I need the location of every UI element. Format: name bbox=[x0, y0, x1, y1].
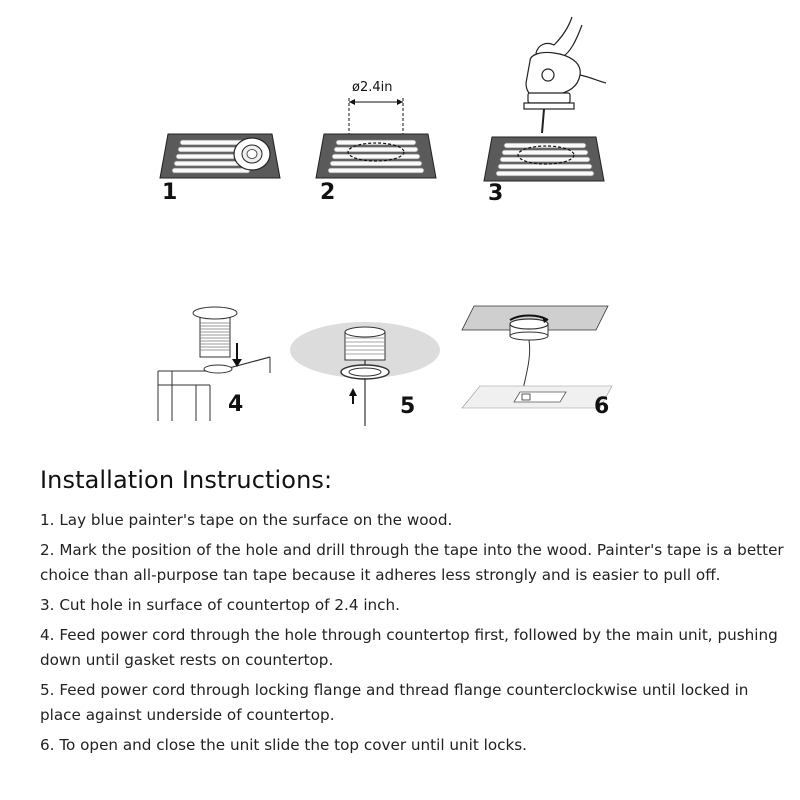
insert-unit-drawing bbox=[158, 305, 273, 423]
instruction-item: 2. Mark the position of the hole and drill through the tape into the wood. Painter's tape is a better choice than all-purpose tan tape because it adheres less strongly and is easier to pull off. bbox=[40, 541, 784, 584]
mounted-unit-drawing bbox=[462, 300, 612, 412]
locking-flange-drawing bbox=[290, 318, 440, 426]
step-number: 5 bbox=[400, 394, 416, 419]
instruction-item: 4. Feed power cord through the hole through countertop first, followed by the main unit, pushing down until gasket rests on countertop. bbox=[40, 626, 778, 669]
taped-board-drawing bbox=[160, 130, 285, 185]
instruction-list bbox=[40, 508, 785, 763]
instruction-item: 5. Feed power cord through locking flange and thread flange counterclockwise until locked in place against underside of countertop. bbox=[40, 681, 749, 724]
instruction-item: 1. Lay blue painter's tape on the surface on the wood. bbox=[40, 511, 453, 529]
marked-board-drawing bbox=[316, 80, 441, 185]
step-6-illustration bbox=[462, 300, 612, 419]
down-arrow-icon bbox=[232, 343, 242, 367]
step-number: 1 bbox=[162, 180, 178, 205]
step-3-illustration bbox=[484, 15, 609, 206]
jigsaw-cutting-drawing bbox=[484, 15, 609, 185]
step-2-illustration bbox=[316, 80, 441, 205]
unit-top-icon bbox=[345, 327, 385, 360]
up-arrow-icon bbox=[349, 388, 357, 404]
tape-roll-icon bbox=[234, 138, 270, 170]
step-1-illustration bbox=[160, 130, 285, 205]
instruction-item: 6. To open and close the unit slide the top cover until unit locks. bbox=[40, 736, 528, 754]
hand-jigsaw-icon bbox=[524, 17, 606, 133]
page-title: Installation Instructions: bbox=[40, 466, 333, 494]
step-number: 2 bbox=[320, 180, 336, 205]
step-number: 3 bbox=[488, 181, 504, 206]
instruction-item: 3. Cut hole in surface of countertop of 2.4 inch. bbox=[40, 596, 400, 614]
step-5-illustration bbox=[290, 318, 440, 426]
main-unit-icon bbox=[193, 307, 237, 357]
flange-ring-icon bbox=[341, 365, 389, 379]
step-4-illustration bbox=[158, 305, 273, 423]
hole-diameter-label: ø2.4in bbox=[352, 80, 393, 95]
step-number: 4 bbox=[228, 392, 244, 417]
step-number: 6 bbox=[594, 394, 610, 419]
